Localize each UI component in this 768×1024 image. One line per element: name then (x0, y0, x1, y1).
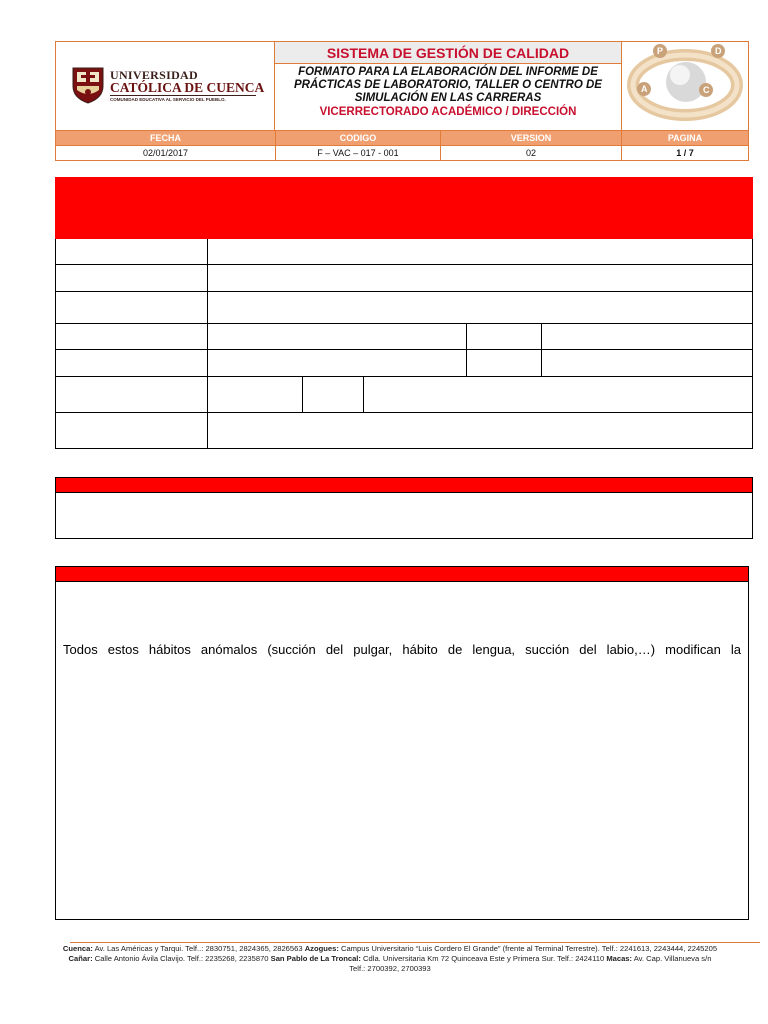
footer-addresses (60, 944, 720, 974)
section3-content-box[interactable] (55, 582, 749, 920)
footer-sanpablo-text: Cdla. Universitaria Km 72 Quinceava Este y Primera Sur. Telf.: 2424110 (360, 954, 607, 963)
form-field-6a[interactable] (208, 377, 302, 412)
form-field-5a[interactable] (208, 350, 466, 376)
pdca-cycle-logo (621, 42, 749, 130)
value-pagina: 1 / 7 (621, 146, 748, 160)
form-field-3[interactable] (208, 292, 752, 323)
form-field-6c[interactable] (364, 377, 752, 412)
form-field-4a[interactable] (208, 324, 466, 349)
logo-underline (110, 95, 256, 96)
header-values-row (56, 145, 748, 160)
pdca-p-label: P (657, 46, 664, 56)
form-field-7[interactable] (208, 413, 752, 448)
footer-macas-label: Macas: (606, 954, 633, 963)
grid-vline-c (302, 376, 303, 412)
grid-vline-a (466, 323, 467, 376)
pdca-a-label: A (641, 84, 648, 94)
form-field-5c[interactable] (542, 350, 752, 376)
section2-header-bar (55, 477, 753, 493)
footer-sanpablo-label: San Pablo de La Troncal: (270, 954, 361, 963)
footer-macas-text: Av. Cap. Villanueva s/n Telf.: 2700392, 2700393 (349, 954, 712, 973)
label-version: VERSION (440, 131, 621, 145)
university-tagline: COMUNIDAD EDUCATIVA AL SERVICIO DEL PUEBLO. (110, 97, 226, 102)
section3-body-text: Todos estos hábitos anómalos (succión del pulgar, hábito de lengua, succión del labio,…) modifican la (63, 642, 741, 657)
university-crest-icon (71, 64, 105, 104)
university-name-line1: UNIVERSIDAD (110, 68, 198, 82)
label-pagina: PAGINA (621, 131, 748, 145)
format-title: FORMATO PARA LA ELABORACIÓN DEL INFORME DE PRÁCTICAS DE LABORATORIO, TALLER O CENTRO DE SIMULACIÓN EN LAS CARRERAS (294, 66, 602, 104)
pdca-cycle-icon (622, 42, 748, 128)
section3-header-bar (55, 566, 749, 582)
header-title-cell (275, 42, 621, 130)
label-codigo: CODIGO (275, 131, 440, 145)
section2-content-box[interactable] (55, 493, 753, 539)
department-title: VICERRECTORADO ACADÉMICO / DIRECCIÓN (319, 106, 577, 118)
label-fecha: FECHA (150, 133, 181, 143)
form-field-2[interactable] (208, 265, 752, 291)
system-title: SISTEMA DE GESTIÓN DE CALIDAD (275, 42, 621, 64)
value-fecha: 02/01/2017 (142, 148, 189, 158)
value-codigo: F – VAC – 017 - 001 (275, 146, 440, 160)
footer-cuenca-label: Cuenca: (62, 944, 93, 953)
footer-canar-text: Calle Antonio Ávila Clavijo. Telf.: 2235268, 2235870 (92, 954, 271, 963)
pdca-c-label: C (703, 85, 710, 95)
university-name-line2: CATÓLICA DE CUENCA (110, 80, 265, 95)
form-field-1[interactable] (208, 240, 752, 264)
value-version: 02 (440, 146, 621, 160)
footer-azogues-text: Campus Universitario “Luis Cordero El Grande” (frente al Terminal Terrestre). Telf.: 2241613, 2243444, 2245205 (338, 944, 718, 953)
header-labels-row (56, 130, 748, 145)
footer-cuenca-text: Av. Las Américas y Tarqui. Telf..: 2830751, 2824365, 2826563 (92, 944, 305, 953)
footer-canar-label: Cañar: (68, 954, 93, 963)
form-title-banner (55, 177, 753, 239)
form-field-4c[interactable] (542, 324, 752, 349)
pdca-d-label: D (715, 46, 722, 56)
footer-azogues-label: Azogues: (304, 944, 339, 953)
university-logo (56, 42, 275, 130)
document-header (55, 41, 749, 161)
footer-divider (70, 942, 760, 943)
